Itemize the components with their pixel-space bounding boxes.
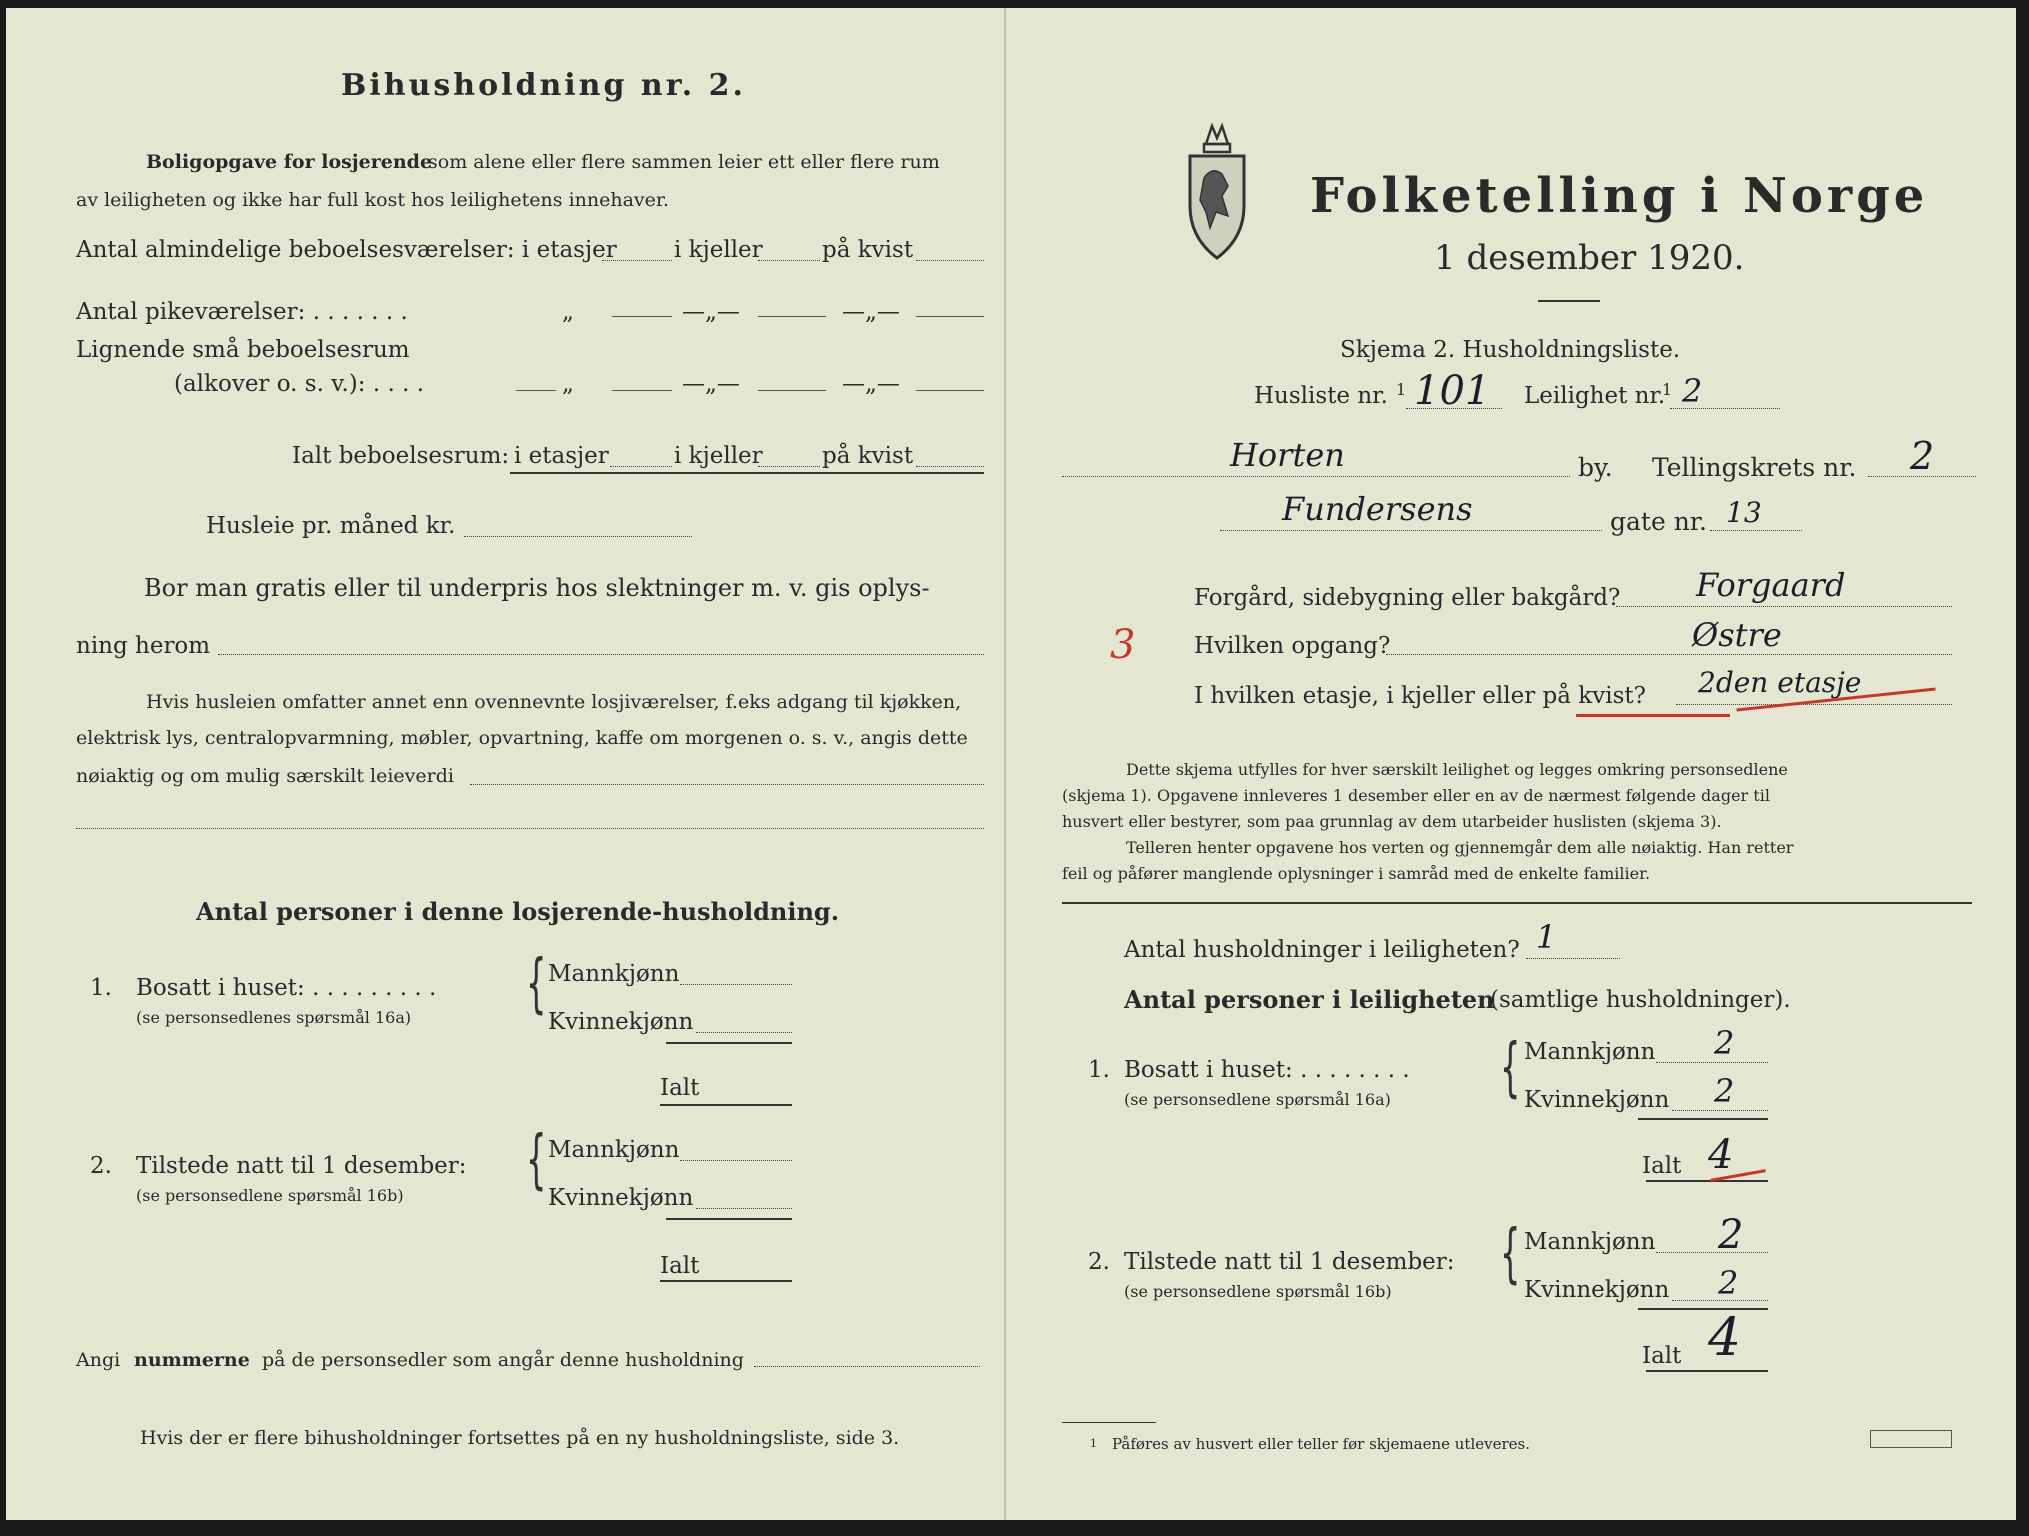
r-item1-kvinne-field[interactable] (1672, 1110, 1768, 1111)
gate-field[interactable] (1220, 530, 1602, 531)
hw-tilstede-kvinne: 2 (1718, 1264, 1739, 1302)
item1-ialt: Ialt (660, 1075, 700, 1101)
item1-kvinne-rule (666, 1042, 792, 1044)
leilighet-label: Leilighet nr. (1524, 383, 1666, 409)
husliste-sup: 1 (1396, 380, 1407, 399)
item2-kvinne-rule (666, 1218, 792, 1220)
row2-ditto-kvist: —„— (842, 299, 900, 325)
red-underline-paa-kvist (1576, 714, 1730, 717)
footnote-sup: 1 (1090, 1437, 1097, 1450)
note-line1: Hvis husleien omfatter annet enn ovennevnte losjiværelser, f.eks adgang til kjøkken, (146, 691, 962, 713)
hw-margin-mark: 3 (1110, 622, 1136, 668)
row1-kvist: på kvist (822, 237, 914, 263)
hw-by: Horten (1230, 436, 1345, 474)
note-line3: nøiaktig og om mulig særskilt leieverdi (76, 765, 454, 787)
hw-opgang: Østre (1692, 616, 1782, 654)
intro-bold: Boligopgave for losjerende (146, 151, 433, 173)
r-item1-mann-field[interactable] (1656, 1062, 1768, 1063)
hw-tilstede-mann: 2 (1718, 1212, 1744, 1258)
footnote-text: Påføres av husvert eller teller før skjemaene utleveres. (1112, 1435, 1530, 1453)
note-field[interactable] (470, 784, 984, 785)
hw-tellingskrets-nr: 2 (1910, 434, 1935, 478)
r-item1-ialt: Ialt (1642, 1153, 1682, 1179)
instr-line5: feil og påfører manglende oplysninger i samråd med de enkelte familier. (1062, 864, 1651, 883)
r-item2-ialt: Ialt (1642, 1343, 1682, 1369)
husleie-field[interactable] (464, 536, 692, 537)
forgaard-question: Forgård, sidebygning eller bakgård? (1194, 585, 1621, 611)
row1-kvist-field[interactable] (916, 260, 984, 261)
row2-kvist-line[interactable] (916, 316, 984, 317)
r-item2-brace: { (1500, 1217, 1521, 1291)
ialt-etasjer-field[interactable] (610, 466, 672, 467)
r-item2-kvinne: Kvinnekjønn (1524, 1277, 1670, 1303)
row1-kjeller: i kjeller (674, 237, 763, 263)
tellingskrets-label: Tellingskrets nr. (1652, 453, 1857, 482)
hw-gate: Fundersens (1282, 490, 1473, 528)
item1-ialt-rule[interactable] (660, 1104, 792, 1106)
item2-ialt-rule[interactable] (660, 1280, 792, 1282)
r-item1-kvinne-rule (1638, 1118, 1768, 1120)
by-label: by. (1578, 453, 1613, 482)
r-item2-num: 2. (1088, 1249, 1110, 1275)
printer-stamp-icon (1870, 1430, 1952, 1448)
by-field[interactable] (1062, 476, 1570, 477)
husleie-label: Husleie pr. måned kr. (206, 513, 456, 539)
r-item1-kvinne: Kvinnekjønn (1524, 1087, 1670, 1113)
row1-label: Antal almindelige beboelsesværelser: i etasjer (76, 237, 617, 263)
ialt-kvist: på kvist (822, 443, 914, 469)
opgang-field[interactable] (1386, 654, 1952, 655)
item1-mann: Mannkjønn (548, 961, 680, 987)
item2-kvinne: Kvinnekjønn (548, 1185, 694, 1211)
ialt-kjeller-field[interactable] (758, 466, 820, 467)
note-line2: elektrisk lys, centralopvarmning, møbler, opvartning, kaffe om morgenen o. s. v., angis dette (76, 727, 968, 749)
hw-forgaard: Forgaard (1696, 566, 1846, 604)
row1-kjeller-field[interactable] (758, 260, 820, 261)
husliste-label: Husliste nr. (1254, 383, 1388, 409)
item2-kvinne-field[interactable] (696, 1208, 792, 1209)
gate-label: gate nr. (1610, 507, 1707, 536)
antal-pers-rest: (samtlige husholdninger). (1490, 987, 1791, 1013)
row3-pre-line (516, 390, 556, 391)
row2-ditto: „ (562, 299, 574, 325)
r-item2-kvinne-rule (1638, 1308, 1768, 1310)
note-field-2[interactable] (76, 828, 984, 829)
hw-bosatt-ialt: 4 (1708, 1132, 1734, 1178)
gratis-line2: ning herom (76, 633, 211, 659)
instr-line2: (skjema 1). Opgavene innleveres 1 desember eller en av de nærmest følgende dager til (1062, 786, 1770, 805)
item2-ialt: Ialt (660, 1253, 700, 1279)
left-footer: Hvis der er flere bihusholdninger fortsettes på en ny husholdningsliste, side 3. (140, 1427, 900, 1449)
forgaard-field[interactable] (1616, 606, 1952, 607)
ialt-underline (510, 472, 984, 474)
r-item2-ialt-rule[interactable] (1646, 1370, 1768, 1372)
hw-leilighet-nr: 2 (1682, 372, 1703, 410)
gratis-field[interactable] (218, 654, 984, 655)
row2-label: Antal pikeværelser: . . . . . . . (76, 299, 408, 325)
item1-kvinne: Kvinnekjønn (548, 1009, 694, 1035)
hw-husliste-nr: 101 (1414, 368, 1491, 414)
hw-bosatt-kvinne: 2 (1714, 1072, 1735, 1110)
ialt-label: Ialt beboelsesrum: (292, 443, 510, 469)
r-item1-label: Bosatt i huset: . . . . . . . . (1124, 1057, 1410, 1083)
hw-bosatt-mann: 2 (1714, 1024, 1735, 1062)
right-title: Folketelling i Norge (1310, 168, 1929, 224)
item1-num: 1. (90, 975, 112, 1001)
item1-kvinne-field[interactable] (696, 1032, 792, 1033)
instr-line1: Dette skjema utfylles for hver særskilt leilighet og legges omkring personsedlene (1126, 760, 1788, 779)
r-item1-ialt-rule[interactable] (1646, 1180, 1768, 1182)
footnote-rule (1062, 1422, 1156, 1423)
row2-ditto-kjeller: —„— (682, 299, 740, 325)
item2-brace: { (526, 1123, 547, 1197)
row3-ditto-kvist: —„— (842, 371, 900, 397)
row3-label1: Lignende små beboelsesrum (76, 337, 410, 363)
row3-kjeller-line[interactable] (758, 390, 826, 391)
antal-hush-field[interactable] (1526, 958, 1620, 959)
row2-kjeller-line[interactable] (758, 316, 826, 317)
gate-nr-field[interactable] (1710, 530, 1802, 531)
item1-sub: (se personsedlenes spørsmål 16a) (136, 1008, 412, 1027)
row2-etasjer-line[interactable] (612, 316, 672, 317)
r-item2-sub: (se personsedlene spørsmål 16b) (1124, 1282, 1392, 1301)
section-title: Antal personer i denne losjerende-husholdning. (196, 897, 840, 926)
instr-rule (1062, 902, 1972, 904)
skjema: Skjema 2. Husholdningsliste. (1340, 337, 1681, 363)
angi-rest: på de personsedler som angår denne husholdning (262, 1349, 744, 1371)
r-item1-brace: { (1500, 1031, 1521, 1105)
r-item2-mann-field[interactable] (1656, 1252, 1768, 1253)
item2-mann-field[interactable] (680, 1160, 792, 1161)
left-title: Bihusholdning nr. 2. (341, 68, 746, 103)
antal-pers-bold: Antal personer i leiligheten (1124, 985, 1495, 1014)
left-page (6, 8, 1006, 1520)
item1-mann-field[interactable] (680, 984, 792, 985)
antal-hush-label: Antal husholdninger i leiligheten? (1124, 937, 1520, 963)
row1-etasjer-field[interactable] (602, 260, 672, 261)
etasje-question: I hvilken etasje, i kjeller eller på kvist? (1194, 683, 1646, 709)
angi-field[interactable] (754, 1366, 980, 1367)
row3-label2: (alkover o. s. v.): . . . . (174, 371, 425, 397)
right-page (1006, 8, 2016, 1520)
ialt-kvist-field[interactable] (916, 466, 984, 467)
r-item1-mann: Mannkjønn (1524, 1039, 1656, 1065)
gratis-line1: Bor man gratis eller til underpris hos slektninger m. v. gis oplys- (144, 574, 930, 602)
item1-label: Bosatt i huset: . . . . . . . . . (136, 975, 437, 1001)
angi-bold: nummerne (134, 1349, 250, 1371)
instr-line3: husvert eller bestyrer, som paa grunnlag av dem utarbeider huslisten (skjema 3). (1062, 812, 1722, 831)
angi-pre: Angi (76, 1349, 121, 1371)
leilighet-sup: 1 (1662, 380, 1673, 399)
hw-etasje: 2den etasje (1698, 666, 1862, 699)
title-rule (1538, 300, 1600, 302)
opgang-question: Hvilken opgang? (1194, 633, 1391, 659)
row3-etasjer-line[interactable] (612, 390, 672, 391)
item2-sub: (se personsedlene spørsmål 16b) (136, 1186, 404, 1205)
row3-ditto: „ (562, 371, 574, 397)
intro-line2: av leiligheten og ikke har full kost hos leilighetens innehaver. (76, 189, 669, 211)
row3-ditto-kjeller: —„— (682, 371, 740, 397)
hw-gate-nr: 13 (1726, 496, 1762, 529)
intro-rest: som alene eller flere sammen leier ett eller flere rum (428, 151, 940, 173)
r-item1-num: 1. (1088, 1057, 1110, 1083)
r-item2-label: Tilstede natt til 1 desember: (1124, 1249, 1455, 1275)
r-item2-mann: Mannkjønn (1524, 1229, 1656, 1255)
row3-kvist-line[interactable] (916, 390, 984, 391)
hw-antal-hush: 1 (1536, 918, 1557, 956)
item1-brace: { (526, 947, 547, 1021)
ialt-etasjer: i etasjer (514, 443, 609, 469)
ialt-kjeller: i kjeller (674, 443, 763, 469)
etasje-field[interactable] (1676, 704, 1952, 705)
right-date: 1 desember 1920. (1434, 238, 1745, 278)
item2-label: Tilstede natt til 1 desember: (136, 1153, 467, 1179)
r-item1-sub: (se personsedlene spørsmål 16a) (1124, 1090, 1391, 1109)
hw-tilstede-ialt: 4 (1708, 1308, 1742, 1368)
instr-line4: Telleren henter opgavene hos verten og gjennemgår dem alle nøiaktig. Han retter (1126, 838, 1794, 857)
coat-of-arms-icon (1182, 116, 1252, 266)
item2-num: 2. (90, 1153, 112, 1179)
item2-mann: Mannkjønn (548, 1137, 680, 1163)
